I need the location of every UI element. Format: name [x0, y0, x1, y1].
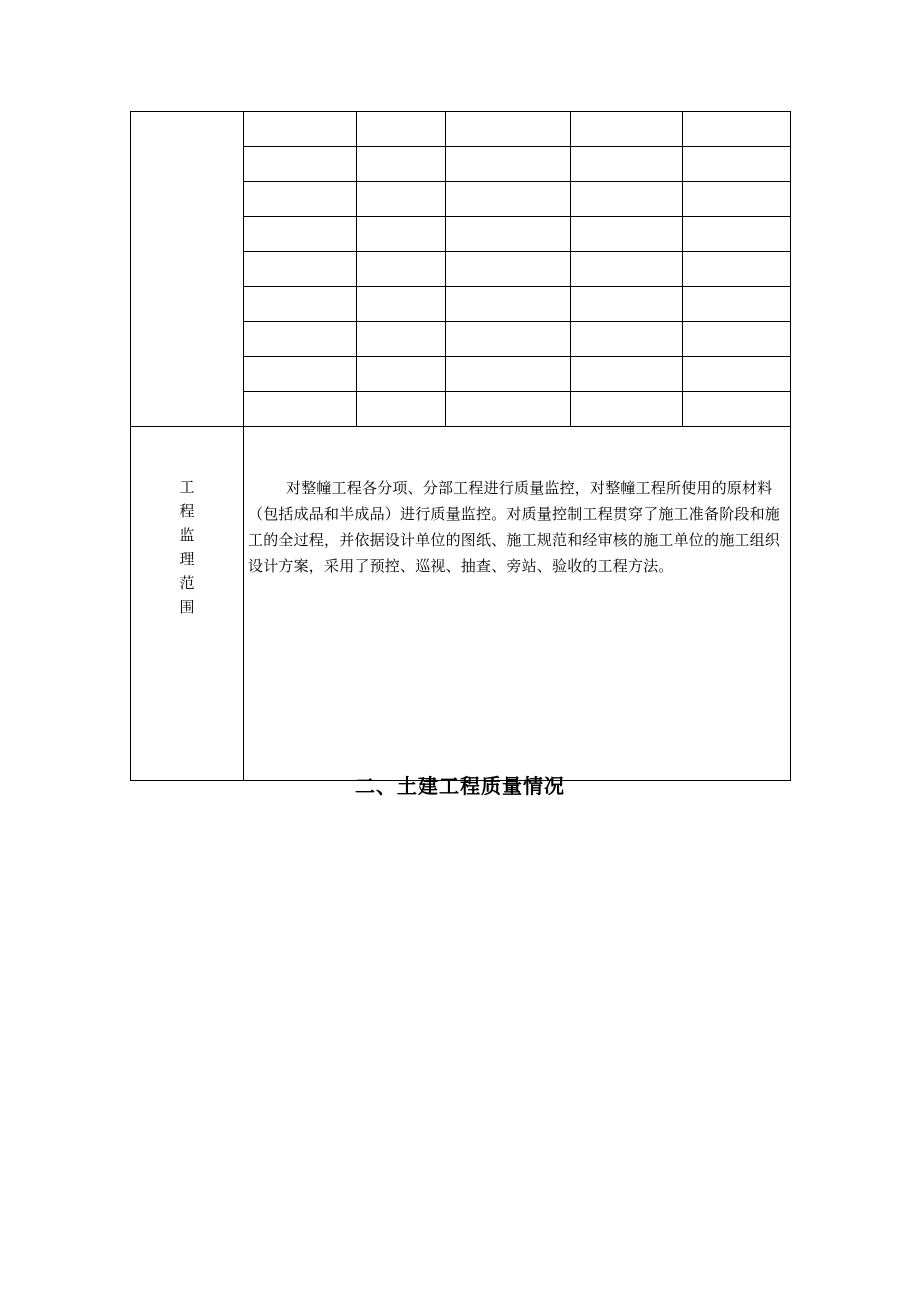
scope-label-cell — [131, 427, 244, 781]
table-row — [131, 112, 791, 147]
table-cell — [357, 112, 446, 147]
table-cell — [244, 322, 357, 357]
table-cell — [683, 322, 791, 357]
table-cell — [244, 112, 357, 147]
table-cell — [244, 217, 357, 252]
table-cell — [244, 182, 357, 217]
table-cell — [244, 147, 357, 182]
table-cell — [571, 357, 683, 392]
table-cell — [446, 357, 571, 392]
table-cell — [357, 392, 446, 427]
scope-label-char: 范 — [179, 574, 195, 592]
table-cell — [683, 287, 791, 322]
table-cell — [571, 252, 683, 287]
table-cell — [683, 147, 791, 182]
table-cell — [683, 392, 791, 427]
scope-label-char: 程 — [179, 502, 195, 520]
table-cell — [683, 357, 791, 392]
table-cell — [683, 182, 791, 217]
table-cell — [446, 322, 571, 357]
table-cell — [244, 287, 357, 322]
table-cell — [357, 287, 446, 322]
table-cell — [446, 392, 571, 427]
table-cell — [571, 217, 683, 252]
scope-row — [131, 427, 791, 781]
table-cell — [446, 252, 571, 287]
table-cell — [571, 182, 683, 217]
table-cell — [571, 112, 683, 147]
scope-label-char: 监 — [179, 526, 195, 544]
table-cell — [244, 357, 357, 392]
table-cell — [571, 287, 683, 322]
scope-label-char: 围 — [179, 598, 195, 616]
table-cell — [571, 392, 683, 427]
section-heading: 二、土建工程质量情况 — [355, 774, 565, 798]
empty-label-cell — [131, 112, 244, 427]
table-cell — [446, 217, 571, 252]
table-cell — [244, 392, 357, 427]
table-cell — [357, 252, 446, 287]
table-cell — [446, 112, 571, 147]
scope-label-char: 工 — [179, 478, 195, 496]
project-info-table — [130, 111, 791, 781]
table-cell — [244, 252, 357, 287]
table-cell — [571, 322, 683, 357]
table-cell — [446, 147, 571, 182]
table-cell — [357, 182, 446, 217]
table-cell — [571, 147, 683, 182]
scope-label-char: 理 — [179, 550, 195, 568]
scope-description-cell — [244, 427, 791, 781]
table-cell — [446, 287, 571, 322]
table-cell — [683, 112, 791, 147]
table-cell — [683, 217, 791, 252]
table-cell — [446, 182, 571, 217]
table-cell — [357, 147, 446, 182]
table-cell — [683, 252, 791, 287]
table-cell — [357, 322, 446, 357]
scope-description-text: 对整幢工程各分项、分部工程进行质量监控，对整幢工程所使用的原材料（包括成品和半成品）进行质量监控。对质量控制工程贯穿了施工准备阶段和施工的全过程，并依据设计单位的图纸、施工规范和经审核的施工单位的施工组织设计方案，采用了预控、巡视、抽查、旁站、验收的工程方法。 — [248, 479, 781, 575]
table-cell — [357, 217, 446, 252]
table-cell — [357, 357, 446, 392]
